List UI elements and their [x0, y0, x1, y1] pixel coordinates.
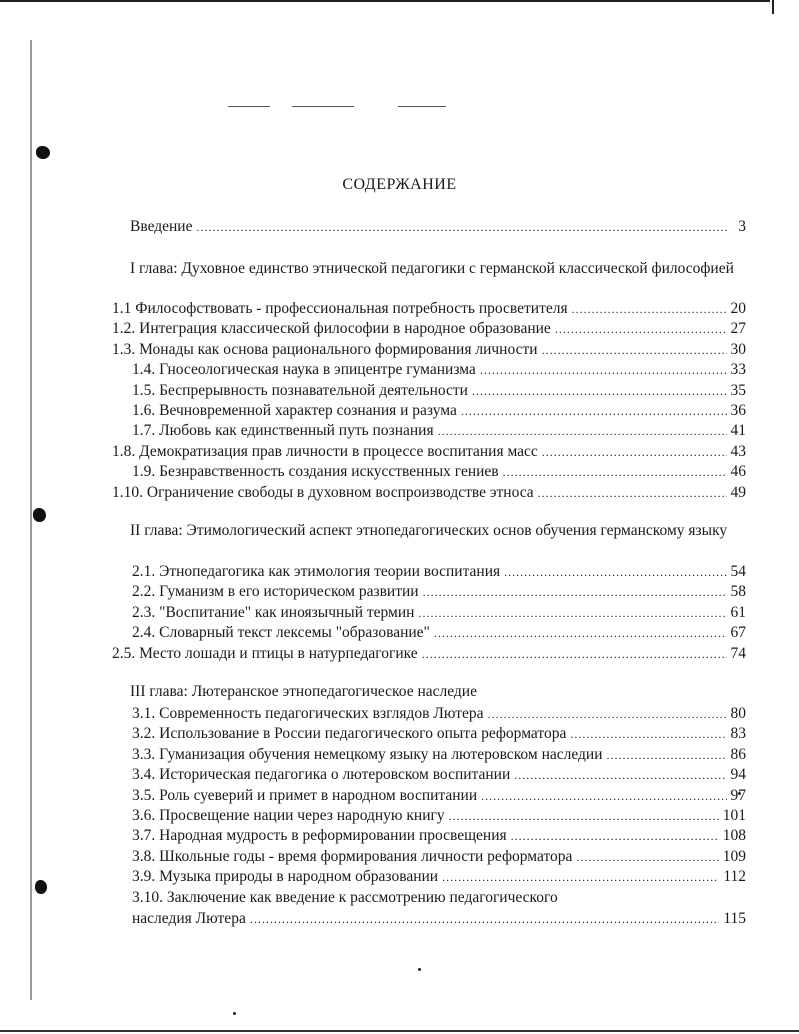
toc-entry[interactable] — [132, 602, 746, 623]
dot-leader — [555, 318, 727, 340]
scan-speck — [233, 1012, 236, 1015]
toc-entry[interactable] — [132, 420, 746, 441]
toc-entry-label: 1.2. Интеграция классической философии в народное образование — [112, 320, 551, 338]
toc-entry-label: 1.3. Монады как основа рационального формирования личности — [112, 340, 538, 358]
toc-entry-page: 112 — [723, 868, 746, 886]
scan-edge-bottom — [0, 1030, 799, 1032]
toc-entry[interactable] — [132, 866, 746, 887]
dot-leader — [250, 908, 719, 930]
toc-entry-page: 109 — [722, 847, 746, 865]
punch-hole-mark — [35, 880, 47, 894]
toc-entry-page: 46 — [730, 463, 746, 481]
toc-entry-label: 3.6. Просвещение нации через народную книгу — [132, 807, 445, 824]
toc-entry-label: 2.4. Словарный текст лексемы "образование" — [132, 624, 430, 642]
dot-leader — [196, 216, 728, 238]
toc-entry-page: 30 — [730, 340, 746, 358]
chapter-heading[interactable]: II глава: Этимологический аспект этнопедагогических основ обучения германскому языку — [130, 522, 728, 539]
dot-leader — [607, 744, 727, 766]
toc-entry[interactable] — [132, 785, 746, 806]
dot-leader — [572, 298, 727, 320]
toc-entry-label: 2.1. Этнопедагогика как этимология теории воспитания — [132, 563, 501, 580]
dot-leader — [434, 622, 727, 644]
toc-entry-label: 1.6. Вечновременной характер сознания и разума — [132, 402, 457, 419]
toc-entry-page: 97 — [730, 786, 746, 804]
toc-entry-label: 3.5. Роль суеверий и примет в народном воспитании — [132, 786, 478, 804]
scan-dash — [292, 106, 354, 107]
toc-entry-label[interactable]: 3.10. Заключение как введение к рассмотрению педагогического — [132, 888, 558, 906]
toc-entry-page: 27 — [730, 320, 746, 338]
toc-entry-label: 3.9. Музыка природы в народном образовании — [132, 868, 439, 886]
toc-entry[interactable] — [112, 298, 746, 319]
toc-entry-page: 67 — [730, 624, 746, 642]
dot-leader — [576, 846, 718, 868]
toc-entry-label: 3.8. Школьные годы - время формирования личности реформатора — [132, 847, 573, 865]
scan-dash — [228, 106, 270, 107]
toc-entry-page: 33 — [730, 361, 746, 379]
toc-entry[interactable] — [132, 380, 746, 401]
toc-entry[interactable] — [132, 723, 746, 744]
dot-leader — [449, 805, 719, 827]
dot-leader — [423, 581, 727, 603]
toc-entry-label: наследия Лютера — [132, 909, 246, 927]
toc-entry[interactable] — [132, 622, 746, 643]
page-title: СОДЕРЖАНИЕ — [342, 176, 457, 193]
toc-entry[interactable] — [132, 846, 746, 867]
dot-leader — [542, 441, 727, 463]
scan-edge-mark — [772, 0, 774, 14]
toc-entry-page: 83 — [730, 725, 746, 743]
toc-entry-label: 3.3. Гуманизация обучения немецкому языку на лютеровском наследии — [132, 745, 603, 763]
dot-leader — [504, 561, 726, 583]
toc-entry-label: 1.1 Философствовать - профессиональная потребность просветителя — [112, 300, 568, 317]
toc-entry-page: 3 — [738, 218, 746, 235]
toc-entry-page: 61 — [730, 603, 746, 621]
toc-entry[interactable] — [112, 482, 746, 503]
toc-entry-label: 2.2. Гуманизм в его историческом развитии — [132, 583, 419, 601]
dot-leader — [472, 380, 727, 402]
punch-hole-mark — [36, 146, 50, 159]
toc-entry-label: Введение — [130, 218, 193, 235]
toc-entry-label: 3.7. Народная мудрость в реформировании просвещения — [132, 827, 507, 845]
toc-entry-page: 80 — [730, 705, 746, 722]
toc-entry-page: 108 — [722, 827, 746, 845]
toc-entry[interactable] — [112, 441, 746, 462]
toc-entry[interactable] — [112, 339, 746, 360]
toc-entry[interactable] — [112, 643, 746, 664]
toc-entry-label: 3.2. Использование в России педагогического опыта реформатора — [132, 725, 567, 743]
toc-entry-page: 58 — [730, 583, 746, 601]
toc-entry[interactable] — [132, 561, 746, 582]
toc-entry-page: 74 — [730, 644, 746, 662]
dot-leader — [542, 339, 727, 361]
dot-leader — [422, 643, 727, 665]
toc-entry-label: 1.9. Безнравственность создания искусственных гениев — [132, 463, 499, 481]
toc-entry-page: 41 — [730, 422, 746, 440]
toc-entry-page: 101 — [722, 807, 746, 824]
scan-dash — [398, 106, 446, 107]
dot-leader — [514, 764, 726, 786]
toc-entry[interactable] — [132, 908, 746, 929]
dot-leader — [438, 420, 727, 442]
toc-entry-label: 1.5. Беспрерывность познавательной деятельности — [132, 381, 468, 399]
toc-entry[interactable] — [132, 703, 746, 724]
dot-leader — [503, 461, 727, 483]
toc-entry-page: 20 — [730, 300, 746, 317]
toc-entry-label: 1.10. Ограничение свободы в духовном воспроизводстве этноса — [112, 483, 534, 501]
toc-entry-label: 1.4. Гносеологическая наука в эпицентре гуманизма — [132, 361, 476, 379]
dot-leader — [511, 825, 719, 847]
toc-entry-page: 115 — [723, 909, 746, 927]
toc-entry[interactable] — [132, 461, 746, 482]
toc-entry-page: 54 — [730, 563, 746, 580]
toc-entry-label: 3.4. Историческая педагогика о лютеровском воспитании — [132, 766, 511, 784]
dot-leader — [538, 482, 727, 504]
toc-entry-page: 49 — [730, 483, 746, 501]
dot-leader — [442, 866, 719, 888]
dot-leader — [481, 785, 726, 807]
toc-entry[interactable] — [132, 359, 746, 380]
toc-entry-page: 86 — [730, 745, 746, 763]
toc-entry-page: 35 — [730, 381, 746, 399]
scan-edge-top — [0, 0, 770, 2]
toc-entry-label: 1.7. Любовь как единственный путь познания — [132, 422, 434, 440]
dot-leader — [570, 723, 726, 745]
toc-entry-page: 94 — [730, 766, 746, 784]
scan-speck — [418, 968, 421, 971]
toc-entry[interactable] — [132, 744, 746, 765]
toc-entry-label: 3.1. Современность педагогических взглядов Лютера — [132, 705, 484, 722]
toc-entry-label: 2.3. "Воспитание" как иноязычный термин — [132, 603, 415, 621]
toc-entry-page: 36 — [730, 402, 746, 419]
dot-leader — [488, 703, 727, 725]
chapter-heading[interactable]: I глава: Духовное единство этнической педагогики с германской классической философией — [130, 260, 734, 277]
toc-entry[interactable] — [132, 400, 746, 421]
dot-leader — [461, 400, 727, 422]
toc-entry-label: 2.5. Место лошади и птицы в натурпедагогике — [112, 644, 418, 662]
toc-entry-label: 1.8. Демократизация прав личности в процессе воспитания масс — [112, 442, 538, 460]
dot-leader — [480, 359, 727, 381]
toc-entry[interactable] — [132, 764, 746, 785]
dot-leader — [418, 602, 726, 624]
toc-entry[interactable] — [132, 825, 746, 846]
punch-hole-mark — [33, 508, 46, 522]
toc-entry-page: 43 — [730, 442, 746, 460]
chapter-heading[interactable]: III глава: Лютеранское этнопедагогическое наследие — [130, 683, 477, 700]
toc-entry-intro[interactable] — [130, 216, 746, 237]
toc-entry[interactable] — [132, 581, 746, 602]
toc-entry[interactable] — [132, 805, 746, 826]
toc-entry[interactable] — [112, 318, 746, 339]
